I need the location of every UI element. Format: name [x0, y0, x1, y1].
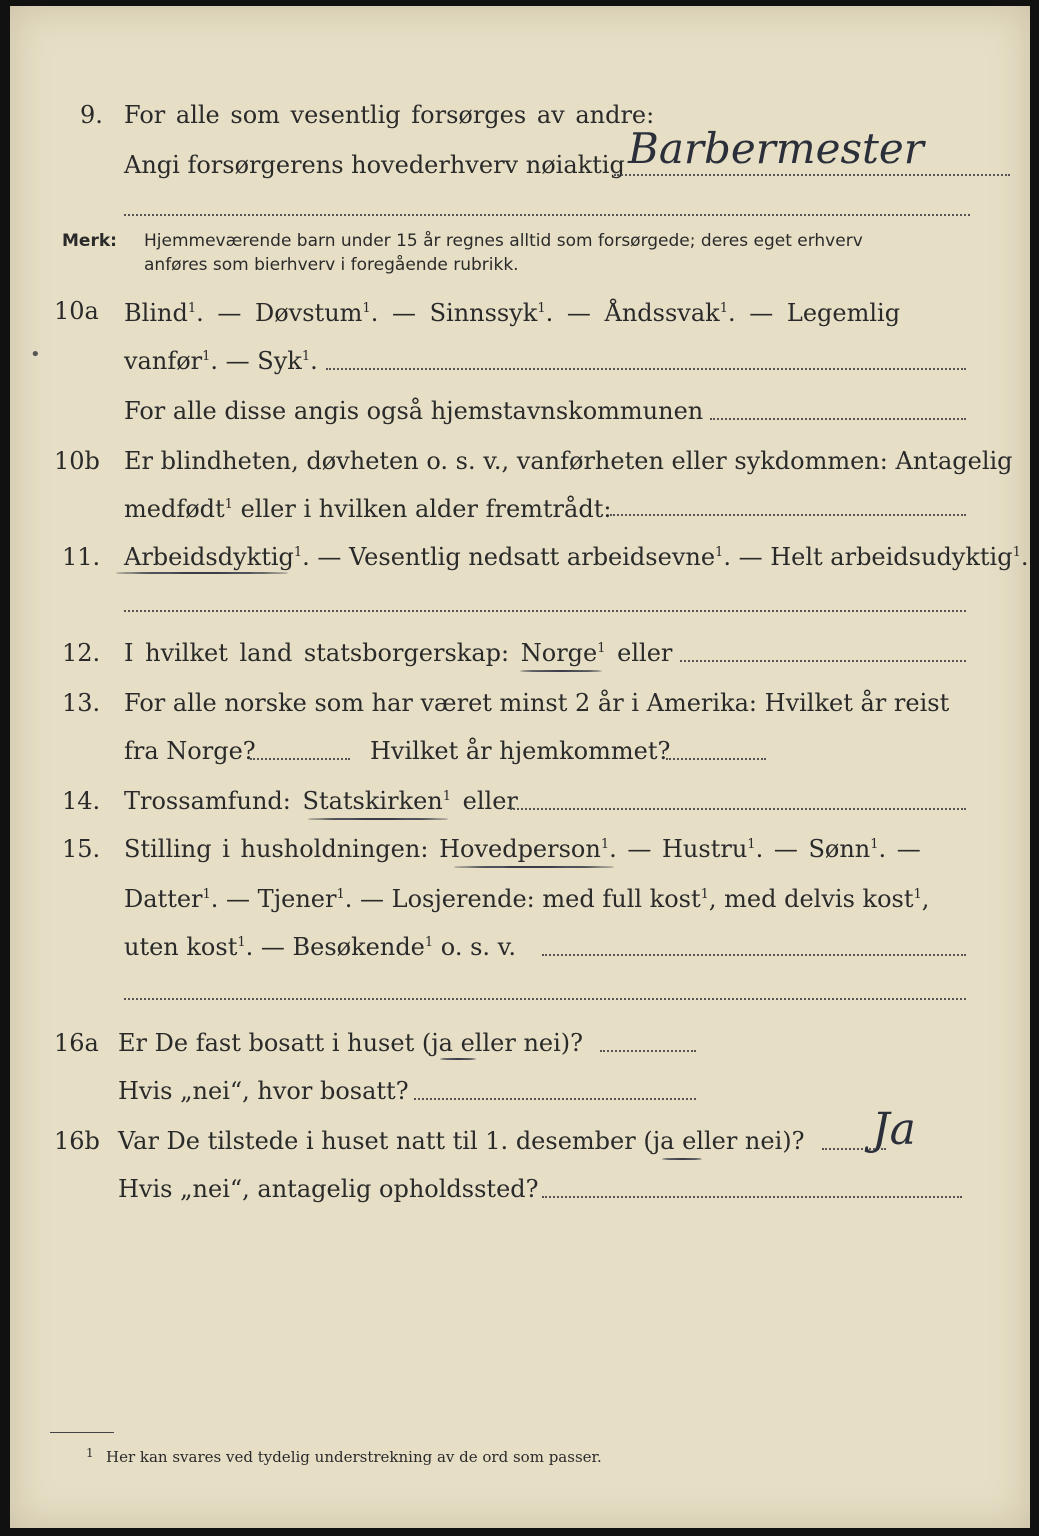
q13-line2b-fill [666, 758, 766, 760]
merk-label: Merk: [62, 231, 117, 251]
q10a-line3: For alle disse angis også hjemstavnskommunen [124, 397, 704, 425]
q14-line1: Trossamfund: Statskirken$^1$ eller [124, 787, 518, 815]
q11-number: 11. [62, 543, 101, 571]
q16b-number: 16b [54, 1127, 100, 1155]
q16a-line2: Hvis „nei“, hvor bosatt? [118, 1077, 409, 1105]
q15-handwritten-underline [454, 866, 614, 868]
q11-handwritten-underline [116, 572, 288, 574]
q13-line1: For alle norske som har været minst 2 år i Amerika: Hvilket år reist [124, 689, 950, 717]
q13-line2b: Hvilket år hjemkommet? [370, 737, 671, 765]
q16a-handwritten-underline [440, 1058, 476, 1060]
q10a-line2: vanfør$^1$. — Syk$^1$. [124, 347, 318, 375]
q16b-line2-fill [542, 1196, 962, 1198]
q16a-line2-fill [414, 1098, 696, 1100]
q10b-number: 10b [54, 447, 100, 475]
q11-extra-line [124, 610, 966, 612]
q15-line3-fill [542, 954, 966, 956]
q12-number: 12. [62, 639, 101, 667]
q13-line2a: fra Norge? [124, 737, 256, 765]
q10b-line1: Er blindheten, døvheten o. s. v., vanførheten eller sykdommen: Antagelig [124, 447, 1013, 475]
q12-handwritten-underline [520, 670, 602, 672]
q15-line2: Datter$^1$. — Tjener$^1$. — Losjerende: med full kost$^1$, med delvis kost$^1$, [124, 885, 930, 913]
q10b-line2: medfødt$^1$ eller i hvilken alder fremtrådt: [124, 495, 612, 523]
census-form-page [10, 6, 1030, 1528]
footnote-rule [50, 1432, 114, 1433]
q12-line1: I hvilket land statsborgerskap: Norge$^1$ eller [124, 639, 673, 667]
q10a-number: 10a [54, 297, 99, 325]
footnote-mark: 1 [86, 1446, 94, 1460]
margin-dot: • [30, 344, 41, 365]
q9-line1: For alle som vesentlig forsørges av andre: [124, 101, 655, 129]
q15-line1: Stilling i husholdningen: Hovedperson$^1$. — Hustru$^1$. — Sønn$^1$. — [124, 835, 921, 863]
q14-number: 14. [62, 787, 101, 815]
q16a-number: 16a [54, 1029, 99, 1057]
q16a-line1-fill [600, 1050, 696, 1052]
q9-extra-line [124, 214, 970, 216]
q10a-line1: Blind$^1$. — Døvstum$^1$. — Sinnssyk$^1$. — Åndssvak$^1$. — Legemlig [124, 299, 901, 327]
q10a-line2-fill [326, 368, 966, 370]
q13-line2a-fill [250, 758, 350, 760]
q9-answer-line [614, 174, 1010, 176]
q9-handwritten-answer: Barbermester [628, 124, 924, 173]
q9-number: 9. [80, 101, 103, 129]
q16a-line1: Er De fast bosatt i huset (ja eller nei)? [118, 1029, 584, 1057]
q15-line3: uten kost$^1$. — Besøkende$^1$ o. s. v. [124, 933, 516, 961]
q14-line1-fill [510, 808, 966, 810]
q15-extra-line [124, 998, 966, 1000]
q9-line2: Angi forsørgerens hovederhverv nøiaktig [124, 151, 625, 179]
q13-number: 13. [62, 689, 101, 717]
q10b-line2-fill [610, 514, 966, 516]
merk-line2: anføres som bierhverv i foregående rubrikk. [144, 255, 519, 275]
q15-number: 15. [62, 835, 101, 863]
q11-line1: Arbeidsdyktig$^1$. — Vesentlig nedsatt arbeidsevne$^1$. — Helt arbeidsudyktig$^1$. [124, 543, 1029, 571]
q16b-handwritten-answer: Ja [872, 1104, 916, 1155]
q12-line1-fill [680, 660, 966, 662]
footnote-text: Her kan svares ved tydelig understrekning av de ord som passer. [106, 1448, 602, 1466]
q16b-handwritten-underline [662, 1158, 702, 1160]
q16b-line2: Hvis „nei“, antagelig opholdssted? [118, 1175, 539, 1203]
q14-handwritten-underline [308, 818, 448, 820]
q16b-line1: Var De tilstede i huset natt til 1. desember (ja eller nei)? [118, 1127, 805, 1155]
merk-line1: Hjemmeværende barn under 15 år regnes alltid som forsørgede; deres eget erhverv [144, 231, 863, 251]
q10a-line3-fill [710, 418, 966, 420]
